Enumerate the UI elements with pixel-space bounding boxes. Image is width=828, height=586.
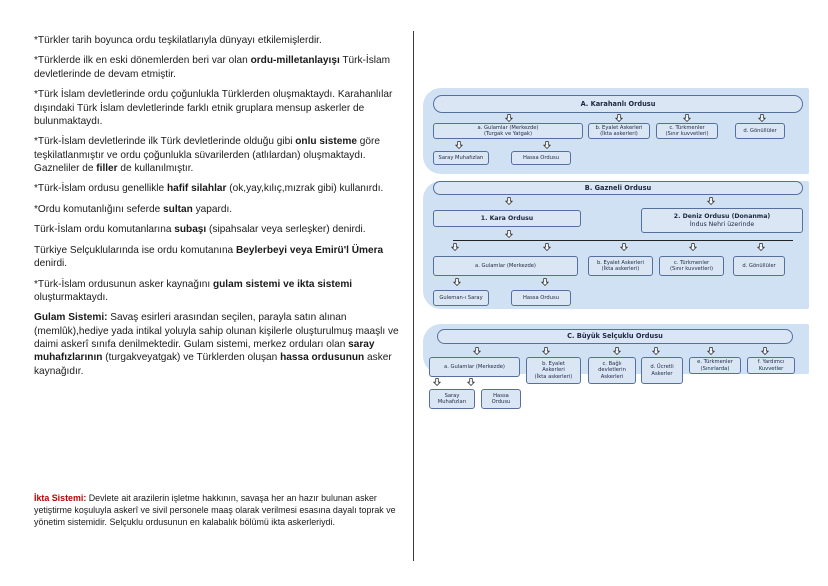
paragraph-ordu-millet	[34, 54, 400, 81]
p9-text-c: oluşturmaktaydı.	[34, 291, 109, 303]
paragraph-etnik	[34, 88, 400, 128]
gazneli-deniz-ordusu	[641, 208, 803, 233]
p6-text-a: *Ordu komutanlığını seferde	[34, 203, 164, 215]
ikta-heading: İkta Sistemi:	[34, 493, 87, 503]
paragraph-asker-kaynagi	[34, 278, 400, 305]
p6-bold: sultan	[163, 203, 193, 215]
deniz-ordusu-label: 2. Deniz Ordusu (Donanma)	[673, 213, 771, 221]
arrow-down-icon	[761, 347, 769, 355]
arrow-down-icon	[615, 114, 623, 122]
p4-text-c: göre teşkilatlanmıştır ve ordu çoğunlukla süvarilerden (atlılardan) oluşmaktaydı. Gazneliler de	[34, 136, 380, 174]
p4-text-e: de kullanılmıştır.	[117, 162, 194, 174]
selcuklu-ucretli: d. Ücretli Askerler	[641, 357, 683, 384]
arrow-down-icon	[505, 114, 513, 122]
arrow-down-icon	[505, 230, 513, 238]
selcuklu-turkmenler: e. Türkmenler (Sınırlarda)	[689, 357, 741, 374]
arrow-down-icon	[433, 378, 441, 386]
karahanli-saray: Saray Muhafızları	[433, 151, 489, 165]
arrow-down-icon	[707, 197, 715, 205]
paragraph-ordu-teskilati	[34, 34, 400, 47]
p5-text-a: *Türk-İslam ordusu genellikle	[34, 183, 167, 195]
selcuklu-yardimci: f. Yardımcı Kuvvetler	[747, 357, 795, 374]
selcuklu-eyalet: b. Eyalet Askerleri (İkta askerleri)	[526, 357, 581, 384]
karahanli-gonulluler: d. Gönüllüler	[735, 123, 785, 139]
arrow-down-icon	[683, 114, 691, 122]
selcuklu-bagli: c. Bağlı devletlerin Askerleri	[588, 357, 636, 384]
karahanli-title: A. Karahanlı Ordusu	[433, 95, 803, 113]
gazneli-hassa: Hassa Ordusu	[511, 290, 571, 306]
p2-bold: ordu-milletanlayışı	[250, 55, 340, 67]
arrow-down-icon	[758, 114, 766, 122]
paragraph-ikta-sistemi	[34, 493, 404, 528]
gazneli-title: B. Gazneli Ordusu	[433, 181, 803, 195]
p10-bold-e: hassa ordusunun	[280, 352, 365, 364]
p5-text-c: (ok,yay,kılıç,mızrak gibi) kullanırdı.	[226, 183, 384, 195]
left-text-column	[34, 34, 400, 385]
arrow-down-icon	[542, 347, 550, 355]
karahanli-hassa: Hassa Ordusu	[511, 151, 571, 165]
arrow-down-icon	[707, 347, 715, 355]
selcuklu-hassa: Hassa Ordusu	[481, 389, 521, 409]
paragraph-subasi	[34, 223, 400, 236]
p10-text-d: (turgakveyatgak) ve Türklerden oluşan	[102, 352, 281, 364]
arrow-down-icon	[543, 243, 551, 251]
p8-text-c: denirdi.	[34, 258, 68, 270]
ordu-diagram	[423, 80, 811, 440]
p9-text-a: *Türk-İslam ordusunun asker kaynağını	[34, 278, 213, 290]
p2-text-a: *Türklerde ilk en eski dönemlerden beri var olan	[34, 55, 251, 67]
p4-bold-d: filler	[96, 162, 118, 174]
selcuklu-gulamlar: a. Gulamlar (Merkezde)	[429, 357, 520, 377]
ikta-text: Devlete ait arazilerin işletme hakkının, savaşa her an hazır bulunan asker yetiştirme koşuluyla askerî ve sivil personele maaş olarak verilmesi esasına dayalı toprak ve yönetim sistemidir. Selçuklu ordusunun en kalabalık bölümü ikta askerleriydi.	[34, 493, 396, 527]
arrow-down-icon	[467, 378, 475, 386]
p7-text-a: Türk-İslam ordu komutanlarına	[34, 224, 175, 236]
karahanli-eyalet: b. Eyalet Askerleri (İkta askerleri)	[588, 123, 650, 139]
p1-text: *Türkler tarih boyunca ordu teşkilatlarıyla dünyayı etkilemişlerdir.	[34, 35, 322, 46]
arrow-down-icon	[652, 347, 660, 355]
gazneli-turkmenler: c. Türkmenler (Sınır kuvvetleri)	[659, 256, 724, 276]
gazneli-gulamlar: a. Gulamlar (Merkezde)	[433, 256, 578, 276]
p8-bold: Beylerbeyi veya Emirü'l Ümera	[235, 244, 384, 256]
arrow-down-icon	[543, 141, 551, 149]
arrow-down-icon	[453, 278, 461, 286]
arrow-down-icon	[455, 141, 463, 149]
gulam-heading: Gulam Sistemi:	[34, 312, 108, 324]
arrow-down-icon	[505, 197, 513, 205]
p8-text-a: Türkiye Selçuklularında ise ordu komutanına	[34, 244, 236, 256]
arrow-down-icon	[757, 243, 765, 251]
deniz-ordusu-sub: İndus Nehri üzerinde	[689, 220, 755, 228]
paragraph-beylerbeyi	[34, 244, 400, 271]
p7-text-c: (sipahsalar veya serleşker) denirdi.	[206, 224, 366, 236]
gazneli-gonulluler: d. Gönüllüler	[733, 256, 785, 276]
p5-bold: hafif silahlar	[166, 183, 227, 195]
selcuklu-saray: Saray Muhafızları	[429, 389, 475, 409]
arrow-down-icon	[613, 347, 621, 355]
p2-text-c: Türk-İslam devletlerinde de devam etmiştir.	[34, 55, 391, 80]
p6-text-c: yapardı.	[192, 203, 233, 215]
p10-text-f: asker kaynağıdır.	[34, 352, 392, 377]
arrow-down-icon	[541, 278, 549, 286]
gazneli-branch-line	[453, 240, 793, 241]
p9-bold: gulam sistemi ve ikta sistemi	[212, 278, 353, 290]
paragraph-gulam-sistemi	[34, 311, 400, 377]
selcuklu-title: C. Büyük Selçuklu Ordusu	[437, 329, 793, 344]
p4-text-a: *Türk-İslam devletlerinde ilk Türk devletlerinde olduğu gibi	[34, 136, 296, 148]
karahanli-gulamlar: a. Gulamlar (Merkezde) (Turgak ve Yatgak)	[433, 123, 583, 139]
gazneli-kara-ordusu: 1. Kara Ordusu	[433, 210, 581, 227]
arrow-down-icon	[473, 347, 481, 355]
p10-text-b: Savaş esirleri arasından seçilen, parayla satın alınan (memlûk),hediye yada intikal yoluyla sahip olunan kişilerle oluşturulmuş maaşlı ve daimi askerî sınıfa denilmektedir. Gulam sistemi, merkez orduları olan	[34, 312, 399, 351]
karahanli-turkmenler: c. Türkmenler (Sınır kuvvetleri)	[656, 123, 718, 139]
gazneli-eyalet: b. Eyalet Askerleri (İkta askerleri)	[588, 256, 653, 276]
p3-text: *Türk İslam devletlerinde ordu çoğunlukla Türklerden oluşmaktaydı. Karahanlılar dışındaki Türk İslam devletlerinde farklı etnik gruplara mensup askerler de bulunmaktaydı.	[34, 89, 393, 127]
p4-bold-b: onlu sisteme	[295, 136, 357, 148]
gazneli-saray: Guleman-ı Saray	[433, 290, 489, 306]
paragraph-onlu-sistem	[34, 135, 400, 175]
arrow-down-icon	[620, 243, 628, 251]
p10-bold-c: saray muhafızlarının	[34, 339, 375, 364]
paragraph-sultan	[34, 203, 400, 216]
arrow-down-icon	[451, 243, 459, 251]
arrow-down-icon	[689, 243, 697, 251]
p7-bold: subaşı	[174, 224, 207, 236]
paragraph-hafif-silahlar	[34, 182, 400, 195]
column-divider	[413, 31, 414, 561]
